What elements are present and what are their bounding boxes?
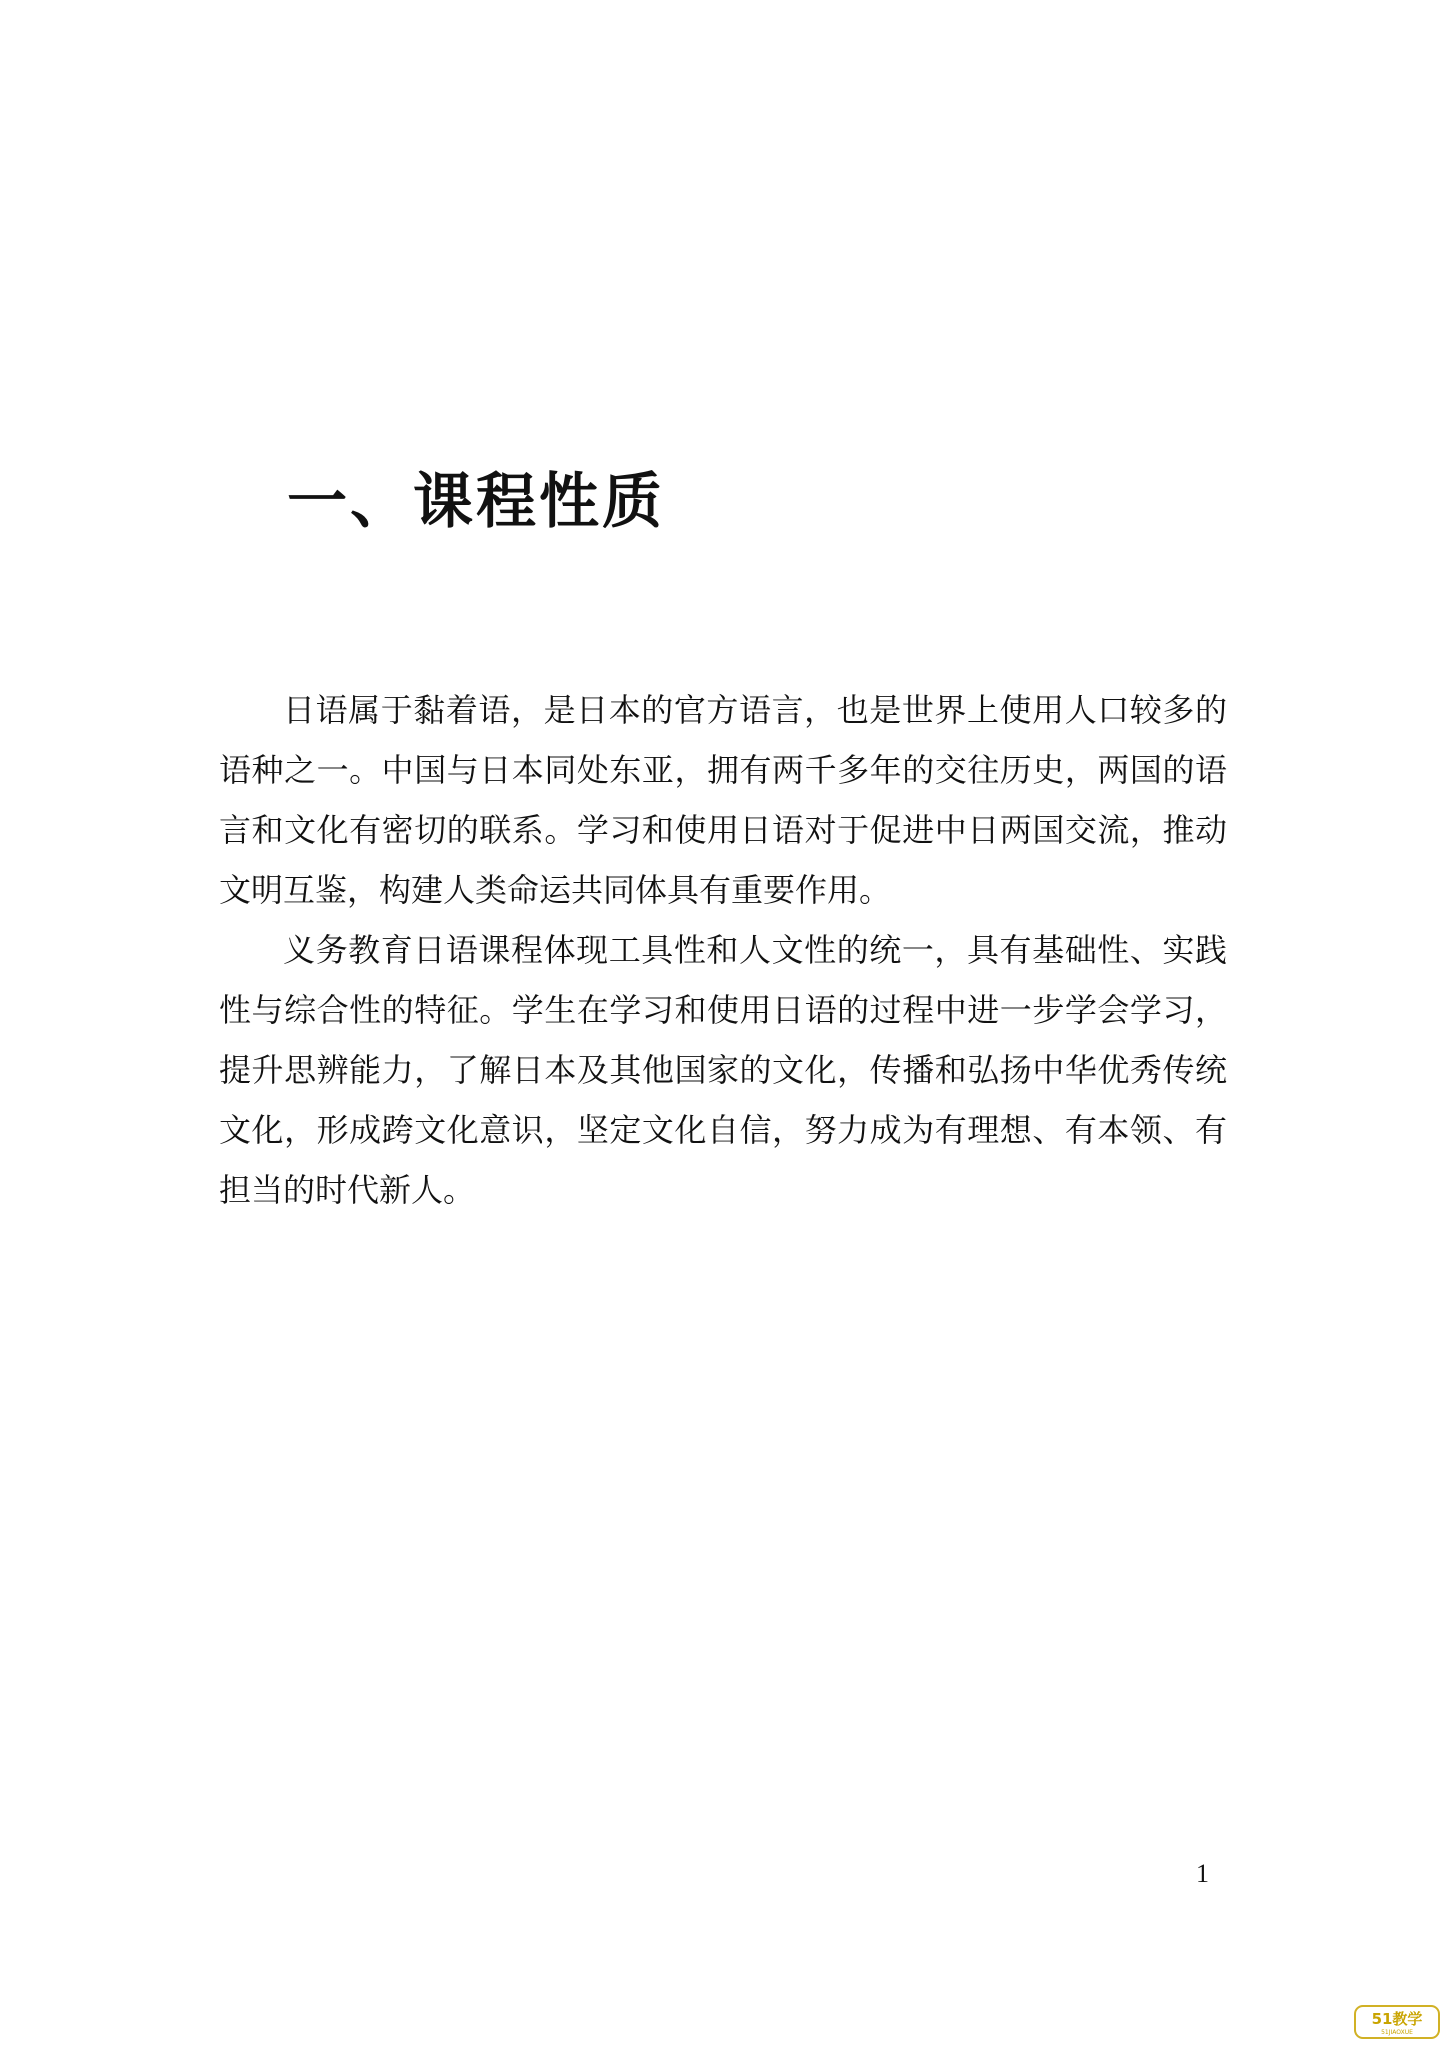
watermark-logo-icon xyxy=(1354,2005,1440,2039)
paragraph-2: 义务教育日语课程体现工具性和人文性的统一，具有基础性、实践性与综合性的特征。学生在学习和使用日语的过程中进一步学会学习，提升思辨能力，了解日本及其他国家的文化，传播和弘扬中华优秀传统文化，形成跨文化意识，坚定文化自信，努力成为有理想、有本领、有担当的时代新人。 xyxy=(219,931,1227,1209)
paragraph-1: 日语属于黏着语，是日本的官方语言，也是世界上使用人口较多的语种之一。中国与日本同处东亚，拥有两千多年的交往历史，两国的语言和文化有密切的联系。学习和使用日语对于促进中日两国交流，推动文明互鉴，构建人类命运共同体具有重要作用。 xyxy=(219,691,1227,909)
section-title: 一、课程性质 xyxy=(287,467,665,537)
page-number: 1 xyxy=(1196,1859,1209,1888)
body-text xyxy=(219,680,1227,1220)
svg-text:51JIAOXUE: 51JIAOXUE xyxy=(1381,2029,1413,2036)
svg-text:51教学: 51教学 xyxy=(1371,2010,1423,2028)
